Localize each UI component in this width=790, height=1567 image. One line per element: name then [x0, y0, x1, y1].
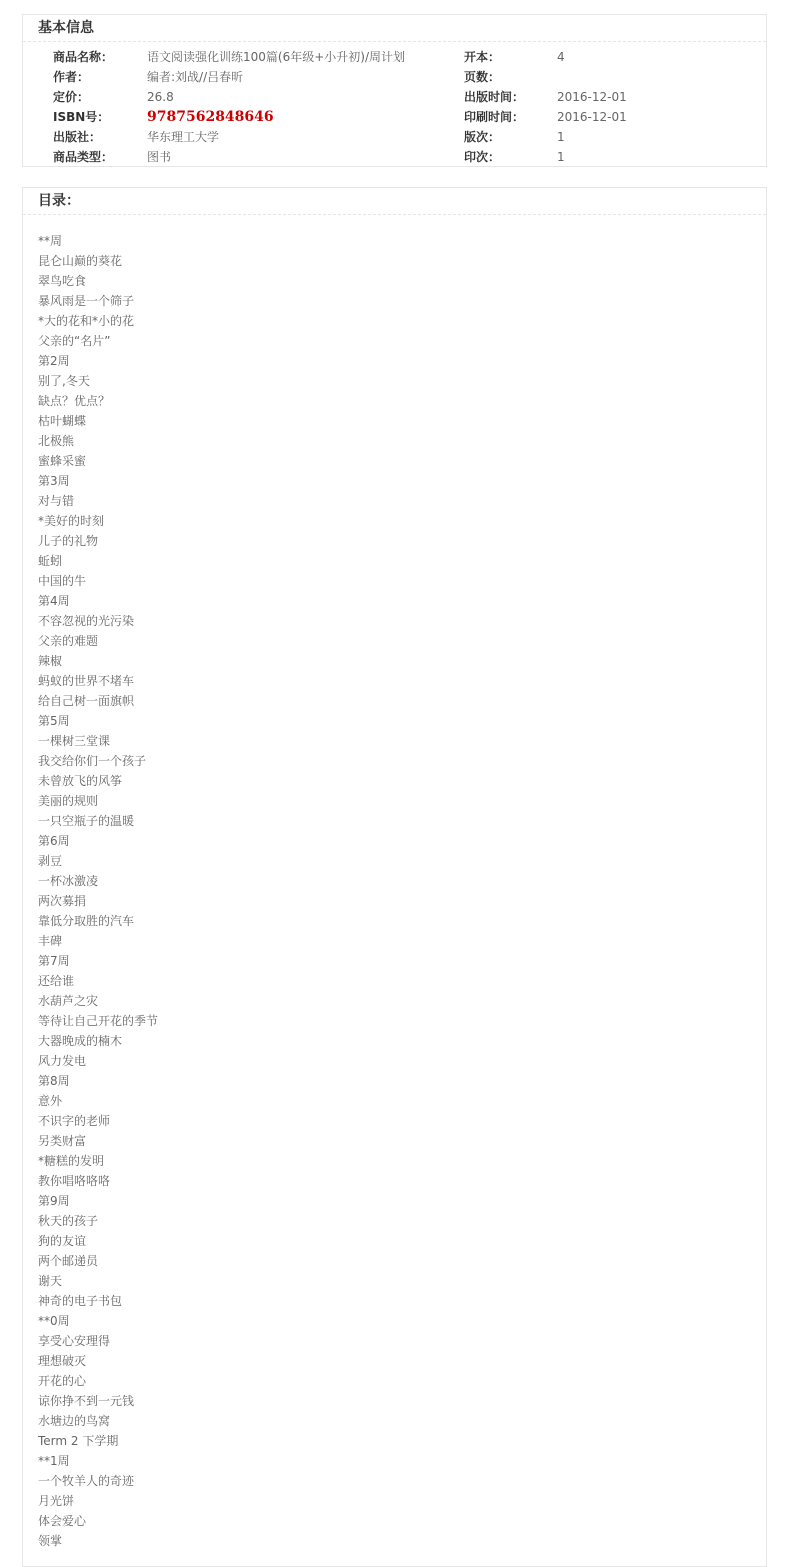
label-publisher: 出版社：	[53, 130, 102, 144]
label-format: 开本：	[464, 50, 501, 64]
toc-item: 不容忽视的光污染	[38, 614, 135, 628]
toc-item: 对与错	[38, 494, 75, 508]
toc-item: 水葫芦之灾	[38, 994, 99, 1008]
label-pages: 页数：	[464, 70, 501, 84]
toc-item: 给自己树一面旗帜	[38, 694, 135, 708]
toc-item: 意外	[38, 1094, 63, 1108]
toc-item: 领掌	[38, 1534, 63, 1548]
toc-item: *大的花和*小的花	[38, 314, 135, 328]
value-product-name: 语文阅读强化训练100篇(6年级+小升初)/周计划	[147, 50, 406, 64]
toc-item: **周	[38, 234, 63, 248]
toc-item: 父亲的“名片”	[38, 334, 111, 348]
toc-panel	[22, 187, 767, 1567]
toc-item: 一棵树三堂课	[38, 734, 111, 748]
toc-item: 等待让自己开花的季节	[38, 1014, 159, 1028]
label-product-type: 商品类型：	[53, 150, 114, 164]
toc-item: 享受心安理得	[38, 1334, 111, 1348]
toc-item: 一杯冰激凌	[38, 874, 99, 888]
info-row-price	[23, 87, 766, 107]
toc-item: 谅你挣不到一元钱	[38, 1394, 135, 1408]
toc-item: 昆仑山巅的葵花	[38, 254, 123, 268]
toc-item: 教你唱咯咯咯	[38, 1174, 111, 1188]
info-row-type	[23, 147, 766, 167]
toc-item: 一个牧羊人的奇迹	[38, 1474, 135, 1488]
basic-info-grid	[23, 42, 766, 167]
value-price: 26.8	[147, 90, 174, 104]
toc-item: 第8周	[38, 1074, 70, 1088]
value-isbn: 9787562848646	[147, 109, 274, 125]
toc-item: 还给谁	[38, 974, 75, 988]
toc-item: *美好的时刻	[38, 514, 105, 528]
toc-item: 月光饼	[38, 1494, 75, 1508]
label-publish-date: 出版时间：	[464, 90, 525, 104]
toc-item: 大器晚成的楠木	[38, 1034, 123, 1048]
info-row-author	[23, 67, 766, 87]
toc-item: 蚯蚓	[38, 554, 63, 568]
toc-item: 剥豆	[38, 854, 63, 868]
value-author: 编者:刘战//吕春昕	[147, 70, 244, 84]
toc-item: 我交给你们一个孩子	[38, 754, 147, 768]
toc-item: 翠鸟吃食	[38, 274, 87, 288]
toc-item: 缺点？优点？	[38, 394, 111, 408]
label-isbn: ISBN号：	[53, 110, 110, 124]
value-product-type: 图书	[147, 150, 172, 164]
toc-item: 蜜蜂采蜜	[38, 454, 87, 468]
toc-item: Term 2 下学期	[38, 1434, 119, 1448]
toc-item: 开花的心	[38, 1374, 87, 1388]
toc-item: 第6周	[38, 834, 70, 848]
value-publish-date: 2016-12-01	[557, 90, 627, 104]
toc-item: 风力发电	[38, 1054, 87, 1068]
toc-item: 靠低分取胜的汽车	[38, 914, 135, 928]
toc-item: 体会爱心	[38, 1514, 87, 1528]
toc-list	[23, 215, 766, 1551]
toc-item: 不识字的老师	[38, 1114, 111, 1128]
toc-item: **0周	[38, 1314, 70, 1328]
toc-item: 暴风雨是一个筛子	[38, 294, 135, 308]
toc-item: *糖糕的发明	[38, 1154, 105, 1168]
basic-info-title: 基本信息	[23, 15, 766, 42]
info-row-name	[23, 47, 766, 67]
toc-title: 目录：	[23, 188, 766, 215]
toc-item: 两个邮递员	[38, 1254, 99, 1268]
toc-item: 未曾放飞的风筝	[38, 774, 123, 788]
value-format: 4	[557, 50, 565, 64]
toc-item: 第4周	[38, 594, 70, 608]
info-row-publisher	[23, 127, 766, 147]
toc-item: 水塘边的鸟窝	[38, 1414, 111, 1428]
toc-item: 枯叶蝴蝶	[38, 414, 87, 428]
toc-item: 第9周	[38, 1194, 70, 1208]
toc-item: 父亲的难题	[38, 634, 99, 648]
toc-item: 丰碑	[38, 934, 63, 948]
toc-item: 蚂蚁的世界不堵车	[38, 674, 135, 688]
toc-item: 中国的牛	[38, 574, 87, 588]
toc-item: 另类财富	[38, 1134, 87, 1148]
toc-item: 谢天	[38, 1274, 63, 1288]
toc-item: 别了,冬天	[38, 374, 90, 388]
toc-item: 儿子的礼物	[38, 534, 99, 548]
label-author: 作者：	[53, 70, 90, 84]
toc-item: 两次募捐	[38, 894, 87, 908]
value-impression: 1	[557, 150, 565, 164]
value-publisher: 华东理工大学	[147, 130, 220, 144]
toc-item: 第7周	[38, 954, 70, 968]
basic-info-panel	[22, 14, 767, 167]
toc-item: 辣椒	[38, 654, 63, 668]
info-row-isbn	[23, 107, 766, 127]
toc-item: 第2周	[38, 354, 70, 368]
label-edition: 版次：	[464, 130, 501, 144]
toc-item: 美丽的规则	[38, 794, 99, 808]
value-edition: 1	[557, 130, 565, 144]
toc-item: 秋天的孩子	[38, 1214, 99, 1228]
toc-item: 神奇的电子书包	[38, 1294, 123, 1308]
value-print-date: 2016-12-01	[557, 110, 627, 124]
toc-item: 理想破灭	[38, 1354, 87, 1368]
toc-item: **1周	[38, 1454, 70, 1468]
toc-item: 一只空瓶子的温暖	[38, 814, 135, 828]
label-print-date: 印刷时间：	[464, 110, 525, 124]
toc-item: 第3周	[38, 474, 70, 488]
toc-item: 第5周	[38, 714, 70, 728]
label-price: 定价：	[53, 90, 90, 104]
label-impression: 印次：	[464, 150, 501, 164]
toc-item: 狗的友谊	[38, 1234, 87, 1248]
label-product-name: 商品名称：	[53, 50, 114, 64]
toc-item: 北极熊	[38, 434, 75, 448]
